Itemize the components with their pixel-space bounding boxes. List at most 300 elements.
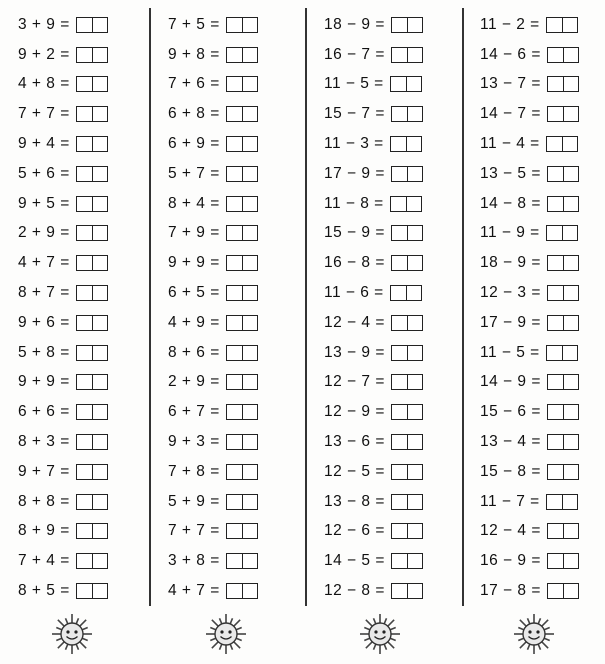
answer-box[interactable] (77, 107, 92, 121)
answer-box[interactable] (407, 48, 422, 62)
answer-box[interactable] (227, 107, 242, 121)
answer-box[interactable] (563, 286, 578, 300)
answer-box[interactable] (242, 197, 257, 211)
answer-box[interactable] (392, 554, 407, 568)
answer-boxes[interactable] (76, 225, 108, 241)
answer-box[interactable] (548, 197, 563, 211)
problem-row (480, 129, 605, 159)
answer-box[interactable] (92, 346, 107, 360)
problem-expression: 12 − 6 = (324, 522, 385, 540)
answer-box[interactable] (406, 286, 421, 300)
answer-box[interactable] (242, 137, 257, 151)
answer-box[interactable] (77, 226, 92, 240)
answer-boxes[interactable] (226, 196, 258, 212)
answer-box[interactable] (391, 77, 406, 91)
answer-boxes[interactable] (546, 345, 578, 361)
answer-box[interactable] (92, 524, 107, 538)
answer-box[interactable] (548, 465, 563, 479)
answer-boxes[interactable] (76, 196, 108, 212)
answer-box[interactable] (562, 226, 577, 240)
answer-box[interactable] (227, 346, 242, 360)
answer-box[interactable] (242, 465, 257, 479)
answer-boxes[interactable] (76, 523, 108, 539)
answer-box[interactable] (563, 197, 578, 211)
answer-box[interactable] (77, 18, 92, 32)
answer-box[interactable] (563, 77, 578, 91)
answer-boxes[interactable] (391, 47, 423, 63)
problem-expression: 12 − 4 = (324, 313, 385, 331)
answer-box[interactable] (407, 465, 422, 479)
answer-boxes[interactable] (226, 225, 258, 241)
answer-box[interactable] (547, 226, 562, 240)
answer-box[interactable] (391, 137, 406, 151)
answer-box[interactable] (562, 346, 577, 360)
answer-box[interactable] (227, 286, 242, 300)
problem-expression: 11 − 6 = (324, 284, 384, 302)
answer-box[interactable] (92, 316, 107, 330)
answer-box[interactable] (407, 375, 422, 389)
smiling-sun-icon (50, 612, 94, 656)
problem-expression: 5 + 7 = (168, 164, 220, 182)
answer-box[interactable] (392, 18, 407, 32)
answer-boxes[interactable] (547, 76, 579, 92)
answer-boxes[interactable] (547, 47, 579, 63)
problem-expression: 8 + 4 = (168, 194, 220, 212)
answer-box[interactable] (242, 286, 257, 300)
answer-box[interactable] (92, 77, 107, 91)
answer-box[interactable] (548, 107, 563, 121)
answer-box[interactable] (392, 346, 407, 360)
problem-row (168, 397, 318, 427)
answer-box[interactable] (77, 465, 92, 479)
problem-row (18, 576, 168, 606)
answer-box[interactable] (392, 48, 407, 62)
answer-boxes[interactable] (391, 106, 423, 122)
answer-box[interactable] (242, 346, 257, 360)
answer-box[interactable] (392, 524, 407, 538)
answer-box[interactable] (548, 375, 563, 389)
problem-expression: 15 − 6 = (480, 403, 541, 421)
answer-box[interactable] (77, 405, 92, 419)
problem-column-4 (480, 10, 605, 606)
answer-boxes[interactable] (547, 583, 579, 599)
answer-boxes[interactable] (547, 196, 579, 212)
problem-row (480, 517, 605, 547)
answer-box[interactable] (92, 405, 107, 419)
problem-row (480, 40, 605, 70)
answer-boxes[interactable] (226, 434, 258, 450)
answer-box[interactable] (548, 524, 563, 538)
answer-box[interactable] (406, 197, 421, 211)
answer-boxes[interactable] (226, 106, 258, 122)
answer-box[interactable] (77, 286, 92, 300)
problem-expression: 12 − 7 = (324, 373, 385, 391)
answer-boxes[interactable] (547, 166, 579, 182)
answer-boxes[interactable] (76, 464, 108, 480)
answer-boxes[interactable] (76, 17, 108, 33)
answer-box[interactable] (92, 197, 107, 211)
answer-box[interactable] (548, 48, 563, 62)
answer-boxes[interactable] (76, 106, 108, 122)
answer-boxes[interactable] (391, 523, 423, 539)
answer-box[interactable] (77, 375, 92, 389)
problem-row (18, 129, 168, 159)
answer-box[interactable] (242, 375, 257, 389)
answer-box[interactable] (227, 226, 242, 240)
answer-boxes[interactable] (226, 285, 258, 301)
answer-box[interactable] (92, 256, 107, 270)
answer-boxes[interactable] (76, 76, 108, 92)
answer-box[interactable] (92, 554, 107, 568)
answer-box[interactable] (563, 584, 578, 598)
problem-expression: 16 − 8 = (324, 254, 385, 272)
answer-boxes[interactable] (76, 374, 108, 390)
answer-boxes[interactable] (391, 17, 423, 33)
answer-box[interactable] (407, 524, 422, 538)
answer-box[interactable] (392, 465, 407, 479)
answer-box[interactable] (77, 77, 92, 91)
answer-boxes[interactable] (390, 196, 422, 212)
problem-expression: 15 − 9 = (324, 224, 385, 242)
answer-boxes[interactable] (547, 315, 579, 331)
answer-box[interactable] (392, 256, 407, 270)
answer-box[interactable] (242, 316, 257, 330)
answer-box[interactable] (407, 226, 422, 240)
problem-expression: 4 + 7 = (18, 254, 70, 272)
answer-box[interactable] (392, 226, 407, 240)
problem-row (18, 457, 168, 487)
answer-box[interactable] (406, 137, 421, 151)
answer-box[interactable] (92, 167, 107, 181)
answer-box[interactable] (242, 226, 257, 240)
answer-box[interactable] (242, 495, 257, 509)
answer-box[interactable] (392, 435, 407, 449)
answer-box[interactable] (227, 316, 242, 330)
problem-expression: 9 + 9 = (18, 373, 70, 391)
answer-boxes[interactable] (546, 136, 578, 152)
column-divider (462, 8, 464, 606)
answer-box[interactable] (77, 435, 92, 449)
answer-box[interactable] (227, 197, 242, 211)
answer-box[interactable] (548, 554, 563, 568)
problem-expression: 13 − 7 = (480, 75, 541, 93)
problem-expression: 6 + 7 = (168, 403, 220, 421)
answer-box[interactable] (563, 554, 578, 568)
answer-boxes[interactable] (547, 404, 579, 420)
answer-boxes[interactable] (391, 225, 423, 241)
problem-row (168, 129, 318, 159)
answer-box[interactable] (92, 435, 107, 449)
answer-box[interactable] (548, 584, 563, 598)
problem-row (168, 487, 318, 517)
problem-row (324, 338, 474, 368)
answer-box[interactable] (392, 405, 407, 419)
answer-box[interactable] (242, 18, 257, 32)
answer-box[interactable] (227, 435, 242, 449)
answer-boxes[interactable] (226, 136, 258, 152)
answer-boxes[interactable] (391, 434, 423, 450)
answer-box[interactable] (77, 554, 92, 568)
answer-box[interactable] (92, 375, 107, 389)
answer-box[interactable] (227, 405, 242, 419)
answer-box[interactable] (242, 167, 257, 181)
problem-row (324, 70, 474, 100)
answer-boxes[interactable] (546, 225, 578, 241)
answer-boxes[interactable] (547, 464, 579, 480)
problem-row (18, 278, 168, 308)
answer-boxes[interactable] (547, 553, 579, 569)
answer-boxes[interactable] (76, 136, 108, 152)
answer-boxes[interactable] (226, 47, 258, 63)
problem-expression: 14 − 8 = (480, 194, 541, 212)
answer-box[interactable] (548, 77, 563, 91)
answer-box[interactable] (227, 554, 242, 568)
answer-boxes[interactable] (226, 523, 258, 539)
problem-row (168, 219, 318, 249)
answer-box[interactable] (77, 167, 92, 181)
smiling-sun-icon (512, 612, 556, 656)
answer-boxes[interactable] (547, 374, 579, 390)
answer-boxes[interactable] (391, 464, 423, 480)
answer-boxes[interactable] (76, 494, 108, 510)
problem-expression: 12 − 3 = (480, 284, 541, 302)
answer-box[interactable] (392, 167, 407, 181)
answer-boxes[interactable] (547, 434, 579, 450)
answer-box[interactable] (562, 495, 577, 509)
answer-boxes[interactable] (547, 285, 579, 301)
answer-box[interactable] (563, 435, 578, 449)
answer-boxes[interactable] (226, 345, 258, 361)
answer-box[interactable] (407, 495, 422, 509)
answer-boxes[interactable] (76, 47, 108, 63)
answer-boxes[interactable] (226, 315, 258, 331)
answer-boxes[interactable] (547, 523, 579, 539)
answer-box[interactable] (242, 584, 257, 598)
answer-box[interactable] (77, 197, 92, 211)
answer-box[interactable] (392, 584, 407, 598)
answer-box[interactable] (406, 77, 421, 91)
answer-box[interactable] (242, 435, 257, 449)
answer-boxes[interactable] (76, 315, 108, 331)
answer-box[interactable] (92, 584, 107, 598)
answer-box[interactable] (563, 524, 578, 538)
answer-box[interactable] (392, 316, 407, 330)
problem-row (168, 248, 318, 278)
problem-expression: 4 + 8 = (18, 75, 70, 93)
answer-box[interactable] (563, 405, 578, 419)
answer-box[interactable] (562, 18, 577, 32)
problem-row (18, 397, 168, 427)
answer-box[interactable] (407, 405, 422, 419)
problem-row (18, 308, 168, 338)
answer-box[interactable] (227, 375, 242, 389)
answer-box[interactable] (92, 107, 107, 121)
answer-boxes[interactable] (76, 285, 108, 301)
answer-box[interactable] (227, 256, 242, 270)
answer-box[interactable] (391, 286, 406, 300)
answer-box[interactable] (227, 524, 242, 538)
answer-box[interactable] (548, 316, 563, 330)
answer-box[interactable] (77, 524, 92, 538)
answer-box[interactable] (563, 375, 578, 389)
answer-box[interactable] (407, 167, 422, 181)
problem-row (324, 308, 474, 338)
answer-box[interactable] (242, 48, 257, 62)
answer-boxes[interactable] (226, 553, 258, 569)
answer-box[interactable] (227, 465, 242, 479)
answer-box[interactable] (407, 584, 422, 598)
answer-boxes[interactable] (226, 494, 258, 510)
answer-box[interactable] (563, 465, 578, 479)
answer-box[interactable] (92, 465, 107, 479)
answer-box[interactable] (227, 495, 242, 509)
answer-box[interactable] (92, 495, 107, 509)
answer-boxes[interactable] (546, 494, 578, 510)
answer-boxes[interactable] (76, 583, 108, 599)
answer-box[interactable] (92, 48, 107, 62)
answer-box[interactable] (227, 48, 242, 62)
answer-boxes[interactable] (226, 255, 258, 271)
answer-box[interactable] (547, 137, 562, 151)
problem-row (480, 219, 605, 249)
answer-box[interactable] (548, 256, 563, 270)
problem-row (480, 308, 605, 338)
problem-row (480, 278, 605, 308)
answer-boxes[interactable] (76, 255, 108, 271)
answer-box[interactable] (227, 77, 242, 91)
answer-box[interactable] (407, 107, 422, 121)
answer-box[interactable] (392, 495, 407, 509)
answer-box[interactable] (227, 18, 242, 32)
answer-box[interactable] (242, 77, 257, 91)
answer-box[interactable] (563, 107, 578, 121)
problem-row (18, 159, 168, 189)
answer-box[interactable] (407, 346, 422, 360)
problem-row (324, 487, 474, 517)
answer-box[interactable] (562, 137, 577, 151)
answer-box[interactable] (227, 137, 242, 151)
answer-boxes[interactable] (391, 553, 423, 569)
problem-row (18, 70, 168, 100)
answer-box[interactable] (392, 107, 407, 121)
answer-box[interactable] (391, 197, 406, 211)
answer-box[interactable] (77, 256, 92, 270)
answer-box[interactable] (242, 554, 257, 568)
answer-box[interactable] (563, 316, 578, 330)
answer-box[interactable] (77, 346, 92, 360)
answer-box[interactable] (547, 495, 562, 509)
answer-box[interactable] (407, 256, 422, 270)
answer-box[interactable] (548, 405, 563, 419)
answer-box[interactable] (227, 167, 242, 181)
answer-box[interactable] (407, 316, 422, 330)
answer-boxes[interactable] (226, 464, 258, 480)
answer-box[interactable] (77, 316, 92, 330)
answer-boxes[interactable] (546, 17, 578, 33)
answer-boxes[interactable] (391, 374, 423, 390)
answer-boxes[interactable] (391, 315, 423, 331)
problem-expression: 14 − 6 = (480, 45, 541, 63)
answer-boxes[interactable] (391, 166, 423, 182)
answer-box[interactable] (242, 256, 257, 270)
problem-expression: 6 + 8 = (168, 105, 220, 123)
answer-boxes[interactable] (391, 404, 423, 420)
answer-box[interactable] (547, 18, 562, 32)
answer-boxes[interactable] (226, 583, 258, 599)
answer-box[interactable] (548, 167, 563, 181)
answer-boxes[interactable] (391, 494, 423, 510)
problem-expression: 18 − 9 = (480, 254, 541, 272)
problem-row (18, 189, 168, 219)
answer-boxes[interactable] (76, 345, 108, 361)
problem-expression: 13 − 8 = (324, 492, 385, 510)
answer-boxes[interactable] (226, 404, 258, 420)
answer-boxes[interactable] (226, 17, 258, 33)
answer-box[interactable] (407, 554, 422, 568)
answer-box[interactable] (548, 286, 563, 300)
answer-box[interactable] (563, 48, 578, 62)
answer-boxes[interactable] (390, 76, 422, 92)
answer-boxes[interactable] (547, 106, 579, 122)
answer-boxes[interactable] (390, 136, 422, 152)
answer-boxes[interactable] (76, 166, 108, 182)
answer-boxes[interactable] (390, 285, 422, 301)
answer-box[interactable] (92, 286, 107, 300)
answer-box[interactable] (92, 226, 107, 240)
problem-expression: 11 − 8 = (324, 194, 384, 212)
answer-box[interactable] (227, 584, 242, 598)
problem-row (324, 576, 474, 606)
answer-box[interactable] (242, 405, 257, 419)
answer-boxes[interactable] (76, 404, 108, 420)
problem-expression: 2 + 9 = (18, 224, 70, 242)
answer-box[interactable] (92, 18, 107, 32)
answer-box[interactable] (77, 48, 92, 62)
answer-boxes[interactable] (226, 374, 258, 390)
answer-box[interactable] (77, 137, 92, 151)
answer-boxes[interactable] (76, 553, 108, 569)
answer-boxes[interactable] (391, 345, 423, 361)
answer-box[interactable] (563, 256, 578, 270)
problem-expression: 7 + 8 = (168, 462, 220, 480)
answer-box[interactable] (392, 375, 407, 389)
answer-boxes[interactable] (226, 166, 258, 182)
answer-box[interactable] (548, 435, 563, 449)
answer-box[interactable] (547, 346, 562, 360)
problem-row (480, 546, 605, 576)
answer-box[interactable] (242, 107, 257, 121)
problem-expression: 12 − 4 = (480, 522, 541, 540)
problem-expression: 8 + 8 = (18, 492, 70, 510)
answer-box[interactable] (92, 137, 107, 151)
answer-box[interactable] (242, 524, 257, 538)
answer-boxes[interactable] (547, 255, 579, 271)
answer-boxes[interactable] (76, 434, 108, 450)
answer-box[interactable] (563, 167, 578, 181)
answer-box[interactable] (77, 495, 92, 509)
column-divider (149, 8, 151, 606)
answer-boxes[interactable] (391, 255, 423, 271)
answer-box[interactable] (407, 435, 422, 449)
problem-row (18, 248, 168, 278)
smiling-sun-icon (358, 612, 402, 656)
answer-box[interactable] (77, 584, 92, 598)
answer-boxes[interactable] (391, 583, 423, 599)
problem-expression: 8 + 5 = (18, 582, 70, 600)
answer-box[interactable] (407, 18, 422, 32)
answer-boxes[interactable] (226, 76, 258, 92)
problem-expression: 7 + 5 = (168, 15, 220, 33)
